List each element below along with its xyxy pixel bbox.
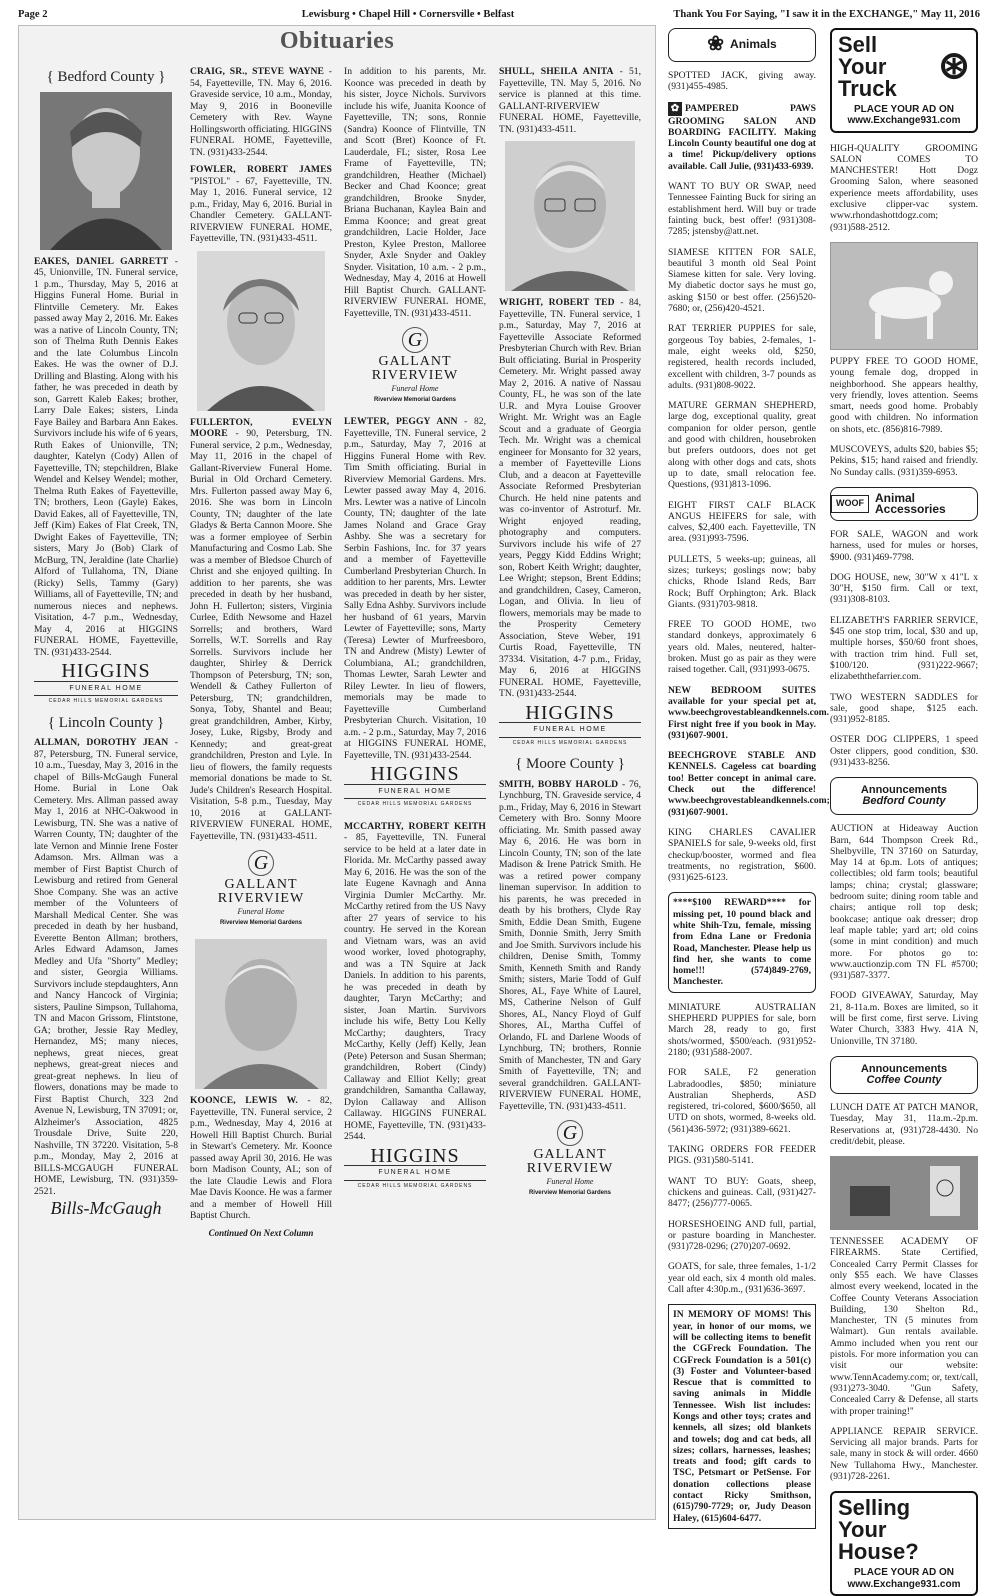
wright-photo	[505, 141, 635, 291]
classified-ad: MUSCOVEYS, adults $20, babies $5; Pekins, $15; hand raised and friendly. No Sunday calls. (931)359-6953.	[830, 444, 978, 478]
classified-ad: OSTER DOG CLIPPERS, 1 speed Oster clippers, good condition, $30. (931)433-8256.	[830, 734, 978, 768]
classified-ad: MINIATURE AUSTRALIAN SHEPHERD PUPPIES for sale, born March 28, ready to go, first shots/wormed, $500/each. (931)952-2180; (931)588-2007.	[668, 1001, 816, 1058]
classified-ad: FREE TO GOOD HOME, two standard donkeys, approximately 6 years old. Males, neutered, halter-broken. Must go as pair as they were raised together. Call, (931)993-0675.	[668, 619, 816, 676]
paw-icon: ❀	[707, 33, 725, 56]
ad-title-line: Truck	[838, 76, 897, 101]
page-number: Page 2	[18, 8, 48, 20]
obit-text: - 82, Fayetteville, TN. Funeral service, 2 p.m., Saturday, May 7, 2016 at Higgins Funeral Home with Rev. Tim Smith officiating. Burial in Riverview Memorial Gardens. Mrs. Lewter passed away May 4, 2016. Mrs. Lewter was a native of Lincoln County, TN; daughter of the late James Noland and Grace Gray Ashby. She was a secretary for Serbin Fashions, Inc. for 37 years and a member of Fayetteville Cumberland Presbyterian Church. In addition to her parents, Mrs. Lewter was preceded in death by her sister, Sally Edna Ashby. Survivors include her husband of 61 years, Marvin Lewter of Fayetteville; sons, Marty (Teresa) Lewter of Murfreesboro, TN and Andrew (Misty) Lewter of Columbiana, AL; grandchildren, Thomas Lewter, Sarah Lewter and Riley Lewter. In lieu of flowers, memorials may be made to Fayetteville Cumberland Presbyterian Church. Visitation, 10 a.m. - 2 p.m., Saturday, May 7, 2016 at HIGGINS FUNERAL HOME, Fayetteville, TN. (931)433-2544.	[344, 416, 486, 761]
animal-accessories-badge	[830, 487, 978, 521]
obit-name: FOWLER, ROBERT JAMES	[190, 164, 332, 175]
header-slogan: Thank You For Saying, "I saw it in the EXCHANGE," May 11, 2016	[673, 8, 980, 20]
ad-subline: PLACE YOUR AD ON	[853, 1567, 954, 1579]
continued-note: Continued On Next Column	[208, 1227, 314, 1238]
classified-ad: RAT TERRIER PUPPIES for sale, gorgeous Toy babies, 2-females, 1-male, eight weeks old, $250, registered, health records included, excellent with children, 3-7 pounds as adults. (931)808-9022.	[668, 323, 816, 391]
classified-ad: PULLETS, 5 weeks-up; guineas, all sizes; turkeys; goslings now; baby chicks, Rhode Island Reds, Barr Rock; Buff Orphington; Ark. Black Giants. (931)703-9818.	[668, 553, 816, 610]
obituary-wright	[499, 297, 641, 700]
paw-icon: ✿	[668, 102, 682, 116]
woof-bowl-icon: WOOF	[831, 495, 869, 512]
classified-ad: GOATS, for sale, three females, 1-1/2 year old each, six 4 month old males. Call after 4:30p.m., (931)636-3697.	[668, 1261, 816, 1296]
gallant-sub: Funeral Home	[237, 907, 285, 916]
classified-ad: NEW BEDROOM SUITES available for your special pet at, www.beechgrovestableandkennels.com. First night free if you book in May. (931)607-9001.	[668, 684, 830, 741]
koonce-photo	[195, 939, 327, 1089]
classified-ad: FOR SALE, F2 generation Labradoodles, $850; miniature Australian Shepherds, ASD registered, tri-colored, $600/$650, all UTD on shots, wormed, 8-weeks old. (561)436-5972; (931)389-6621.	[668, 1067, 816, 1135]
gallant-mark: G	[557, 1120, 583, 1146]
gallant-sub: Funeral Home	[391, 384, 439, 393]
obituaries-panel	[18, 25, 656, 1520]
ad-title-line: Your	[838, 1517, 887, 1543]
ad-title-line: Sell	[838, 32, 878, 57]
higgins-name: HIGGINS	[370, 1144, 460, 1167]
obituary-smith	[499, 779, 641, 1113]
ad-subline: PLACE YOUR AD ON	[853, 104, 954, 115]
obit-name: LEWTER, PEGGY ANN	[344, 416, 458, 427]
higgins-logo	[499, 701, 641, 750]
higgins-logo	[344, 763, 486, 811]
classified-ad: HIGH-QUALITY GROOMING SALON COMES TO MANCHESTER! Hott Dogz Grooming Salon, where seasoned experience meets affordability, uses exclusive clipper-vac system. www.rhondashottdogz.com; (931)588-2512.	[830, 142, 978, 233]
obit-name: SHULL, SHEILA ANITA	[499, 66, 614, 77]
higgins-sub: FUNERAL HOME	[499, 722, 641, 738]
ad-title-line: Selling	[838, 1495, 911, 1521]
obit-column-3	[344, 66, 486, 1202]
gallant-name: GALLANT RIVERVIEW	[217, 877, 305, 906]
classified-ad: ELIZABETH'S FARRIER SERVICE, $45 one stop trim, local, $30 and up, multiple horses, $50/60 front shoes, with traction trim hind. Full set, $100/120. (931)222-9667; elizabeththefarrier.com.	[830, 614, 978, 683]
gallant-logo	[190, 850, 332, 929]
classified-ad	[668, 102, 816, 172]
obit-text: - 45, Unionville, TN. Funeral service, 1 p.m., Thursday, May 5, 2016 at Higgins Funeral Home. Burial in Flintville Cemetery. Mr. Eakes passed away May 2, 2016. Mr. Eakes was a native of Lincoln County, TN; son of Thelma Ruth Dennis Eakes and the late Columbus Lincoln Eakes. He was the owner of D.J. Drilling and Blasting. Along with his father, he was preceded in death by son, Garrett Kaleb Eakes; brother, Larry Dale Eakes; sisters, Linda Faye Bailey and Barbara Ann Eakes. Survivors include his wife of 6 years, Ruth Eakes of Unionville, TN; daughter, Katelyn (Cody) Allen of Fayetteville, TN; stepchildren, Blake Wendel and Kelsey Wendel; mother, Thelma Ruth Eakes of Fayetteville, TN; brothers, Leon (Gayle) Eakes, David Eakes, all of Fayetteville, TN, Jeff (Kim) Eakes of Flat Creek, TN, Dwight Eakes of Fayetteville, TN; sisters, Mary Jo (Bob) Clark of McBurg, TN, Jeraldine (late Charlie) Alford of Tullahoma, TN, Diane (Ricky) Sells, Tammy (Gary) Williams, all of Fayetteville, TN; and numerous nieces and nephews. Visitation, 4-7 p.m., Wednesday, May 4, 2016 at HIGGINS FUNERAL HOME, Fayetteville, TN. (931)433-2544.	[34, 255, 178, 658]
higgins-sub2: CEDAR HILLS MEMORIAL GARDENS	[357, 1182, 473, 1189]
moore-county-heading: { Moore County }	[515, 756, 625, 772]
classifieds-column-2	[830, 28, 978, 1596]
obituary-shull	[499, 66, 641, 135]
higgins-sub: FUNERAL HOME	[34, 681, 178, 697]
ad-title-line: House?	[838, 1539, 919, 1565]
classified-ad: BEECHGROVE STABLE AND KENNELS. Cageless cat boarding too! Better concept in animal care. Check out the difference! www.beechgrovestableandkennels.com; (931)607-9001.	[668, 750, 830, 818]
gallant-sub2: Riverview Memorial Gardens	[528, 1189, 612, 1196]
higgins-logo	[34, 660, 178, 708]
obit-text: - 51, Fayetteville, TN. May 5, 2016. No service is planned at this time. GALLANT-RIVERVIEW FUNERAL HOME, Fayetteville, TN. (931)433-4511.	[499, 66, 641, 135]
coffee-announcements-badge	[830, 1056, 978, 1094]
bedford-announcements-badge	[830, 777, 978, 815]
obit-text: - 82, Fayetteville, TN. Funeral service, 2 p.m., Wednesday, May 4, 2016 at Howell Hill Baptist Church. Burial in Stewart's Cemetery. Mr. Koonce passed away April 30, 2016. He was born Madison County, AL; son of the late Claudie Lewis and Flora Mae Davis Koonce. He was a farmer and a member of Howell Hill Baptist Church.	[190, 1095, 332, 1221]
classified-ad: MATURE GERMAN SHEPHERD, large dog, exceptional quality, great companion for older person, gentle and good with children, housebroken but prefers outdoors, does not get along with other dogs and cats, shots up to date, small relocation fee. Questions, (931)813-1096.	[668, 400, 816, 491]
obituary-allman	[34, 737, 178, 1197]
higgins-logo	[344, 1144, 486, 1193]
higgins-sub: FUNERAL HOME	[344, 784, 486, 800]
town-line: Lewisburg • Chapel Hill • Cornersville • Belfast	[301, 8, 515, 20]
gallant-sub2: Riverview Memorial Gardens	[373, 396, 457, 403]
puppy-photo	[830, 242, 978, 350]
page-header	[18, 6, 980, 22]
obit-text: - 87, Petersburg, TN. Funeral service, 10 a.m., Tuesday, May 3, 2016 in the chapel of Bills-McGaugh Funeral Home. Burial in Lone Oak Cemetery. Mrs. Allman passed away May 1, 2016 at NHC-Oakwood in Lewisburg, TN. She was a native of Warren County, TN; daughter of the late Vernon and Minnie Irene Foster Adamson. Mrs. Allman was a member of First Baptist Church of Lewisburg and retired from General Shoe Company. She was an active member of the Volunteers of Marshall Medical Center. She was preceded in death by her husband, Everette Benton Allman; brothers, Arles Edward Adamson, James Medley and Ufa "Shorty" Medley; and sister, Georgia Williams. Survivors include stepdaughters, Ann and Nancy Hancock of Virginia; sisters, Pauline Simpson, Tullahoma, TN and Macon Grissom, Flintstone, GA; brother, Jessie Ray Medley, Hernandez, MS; many nieces, nephews, great nieces, great nephews, great-great nieces and great-great nephews. In lieu of flowers, donations may be made to First Baptist Church, 323 2nd Avenue N, Lewisburg, TN 37091; or, Alzheimer's Association, 4825 Trousdale Drive, Suite 220, Nashville, TN 37220. Visitation, 5-8 p.m., Monday, May 2, 2016 at BILLS-MCGAUGH FUNERAL HOME, Lewisburg, TN. (931)359-2521.	[34, 737, 178, 1197]
ad-title-line: Your	[838, 54, 887, 79]
obituary-eakes	[34, 256, 178, 659]
classified-ad: WANT TO BUY OR SWAP, need Tennessee Fainting Buck for siring an establishment herd. Will buy or trade fainting buck, best offer! (931)308-7285; jstensby@att.net.	[668, 181, 816, 238]
bills-mcgaugh-logo: Bills-McGaugh	[50, 1198, 162, 1218]
selling-your-house-ad	[830, 1491, 978, 1596]
gallant-name: GALLANT RIVERVIEW	[371, 354, 459, 383]
lincoln-county-heading: { Lincoln County }	[47, 714, 165, 731]
obituary-craig	[190, 66, 332, 158]
obituary-koonce-continued: In addition to his parents, Mr. Koonce was preceded in death by his sister, Joyce Nichols. Survivors include his wife, Juanita Koonce of Fayetteville, TN; sons, Ronnie (Sandra) Koonce of Flintville, TN and Scott (Bret) Koonce of Ft. Lauderdale, FL; sister, Rosa Lee Frame of Fayetteville, TN; grandchildren, Heather (Michael) Becker and Chad Koonce; great grandchildren, Brooke Snyder, Briana Buchanan, Kaylea Bain and Emma Koonce; and great great grandchildren, Lacie Holder, Jace Preston, Kylee Preston, Malloree Snyder, Axle Snyder and Oakley Snyder. Visitation, 10 a.m. - 2 p.m., Wednesday, May 4, 2016 at Howell Hill Baptist Church. GALLANT-RIVERVIEW FUNERAL HOME, Fayetteville, TN. (931)433-4511.	[344, 66, 486, 319]
ad-website: www.Exchange931.com	[847, 115, 961, 127]
fullerton-photo	[197, 251, 325, 411]
obit-name: WRIGHT, ROBERT TED	[499, 297, 615, 308]
announcements-county: Coffee County	[866, 1073, 942, 1086]
ad-text: PAMPERED PAWS GROOMING SALON AND BOARDING FACILITY. Making Lincoln County beautiful one dog at a time! Pickup/delivery options available. Call Julie, (931)433-6939.	[668, 102, 816, 172]
gallant-sub: Funeral Home	[546, 1177, 594, 1186]
higgins-name: HIGGINS	[525, 701, 615, 724]
steering-wheel-icon: ⊛	[938, 45, 970, 88]
classified-ad: FOOD GIVEAWAY, Saturday, May 21, 8-11a.m. Boxes are limited, so it will be first come, first serve. Living Water Church, 3383 Hwy. 41A N, Unionville, TN 37180.	[830, 990, 978, 1047]
obit-name: MCCARTHY, ROBERT KEITH	[344, 820, 486, 832]
obituary-koonce	[190, 1095, 332, 1222]
ad-website: www.Exchange931.com	[847, 1578, 961, 1590]
higgins-name: HIGGINS	[370, 763, 460, 785]
classified-ad: WANT TO BUY: Goats, sheep, chickens and guineas. Call, (931)427-8477; (256)777-0065.	[668, 1175, 816, 1210]
obit-name: CRAIG, SR., STEVE WAYNE	[190, 66, 325, 77]
obit-name: FULLERTON, EVELYN MOORE	[190, 416, 332, 439]
classified-ad: AUCTION at Hideaway Auction Barn, 644 Thompson Creek Rd., Shelbyville, TN 37160 on Saturday, May 14 at 6p.m. Lots of antiques; collectibles; old farm tools; beautiful lamps; china; crystal; glassware; bedroom suite; dining room table and chairs; antique roll top desk; bookcase; antique oak dresser; drop leaf maple table; yard art; old coins (some in mint condition) and much more. For photos go to: www.auctionzip.com TN FL #5700; (931)587-3377.	[830, 823, 978, 982]
gallant-sub2: Riverview Memorial Gardens	[219, 919, 303, 926]
classified-ad: TAKING ORDERS FOR FEEDER PIGS. (931)580-5141.	[668, 1144, 816, 1167]
obit-column-4	[499, 66, 641, 1209]
obit-text: "PISTOL" - 67, Fayetteville, TN. May 1, 2016. Funeral service, 12 p.m., Friday, May 6, 2016. Burial in Chandler Cemetery. GALLANT-RIVERVIEW FUNERAL HOME, Fayetteville, TN. (931)433-4511.	[190, 175, 332, 244]
gallant-mark: G	[402, 327, 428, 353]
classified-ad: EIGHT FIRST CALF BLACK ANGUS HEIFERS for sale, with calves, $2,400 each. Fayetteville, TN area. (931)993-7596.	[668, 499, 816, 545]
classified-ad: SPOTTED JACK, giving away. (931)455-4985.	[668, 70, 816, 93]
obituary-mccarthy	[344, 821, 486, 1143]
obit-column-2	[190, 66, 332, 1239]
animals-label: Animals	[730, 37, 777, 52]
obituary-fullerton	[190, 417, 332, 843]
higgins-sub: FUNERAL HOME	[344, 1165, 486, 1181]
classified-ad: FOR SALE, WAGON and work harness, used for mules or horses, $900. (931)469-7798.	[830, 528, 978, 563]
obit-text: - 76, Lynchburg, TN. Graveside service, 4 p.m., Friday, May 6, 2016 in Stewart Cemetery with Bro. Sonny Moore officiating. Mr. Smith passed away May 6, 2016. He was born in Lincoln County, TN; son of the late Madison & Irene Patrick Smith. He was a retired power company lineman supervisor. In addition to his parents, he was preceded in death by his brothers, Clyde Ray Smith, Eddie Dean Smith, Eugene Smith, Donnie Smith, Jerry Smith and Joe Smith. Survivors include his children, Denise Smith, Tommy Smith, Kenneth Smith and Randy Smith; sisters, Marie Todd of Gulf Shores, AL, Faye White of Laurel, MS, Catherine Nelson of Gulf Shores, AL, Nancy Floyd of Gulf Shores, AL, Martha Cuffel of Orlando, FL and Darlene Woods of Lynchburg, TN; brothers, Ronnie Smith of Manchester, TN and Gary Smith of Fayetteville, TN; and several grandchildren. GALLANT-RIVERVIEW FUNERAL HOME, Fayetteville, TN. (931)433-4511.	[499, 778, 641, 1112]
announcements-label: Announcements	[860, 783, 948, 796]
classifieds-column-1	[668, 28, 830, 1538]
classified-ad: SIAMESE KITTEN FOR SALE, beautiful 3 month old Seal Point Siamese kitten for sale. Very loving. My diabetic doctor says he must go, asking $150 or best offer. (256)520-7680; or, (256)420-4521.	[668, 246, 816, 315]
obit-text: - 54, Fayetteville, TN. May 6, 2016. Graveside service, 10 a.m., Monday, May 9, 2016 in Booneville Cemetery with Rev. Wayne Hollingsworth officiating. HIGGINS FUNERAL HOME, Fayetteville, TN. (931)433-2544.	[190, 66, 332, 158]
obit-name: ALLMAN, DOROTHY JEAN	[34, 737, 169, 748]
sell-your-truck-ad	[830, 28, 978, 133]
classified-ad: LUNCH DATE AT PATCH MANOR, Tuesday, May 31, 11a.m.-2p.m. Reservations at, (931)728-4430. No credit/debit, please.	[830, 1101, 978, 1147]
higgins-name: HIGGINS	[61, 660, 151, 682]
announcements-label: Announcements	[860, 1062, 948, 1075]
obituaries-title: Obituaries	[279, 28, 395, 54]
accessories-label: Animal Accessories	[875, 490, 946, 516]
obituary-fowler	[190, 164, 332, 245]
eakes-photo	[40, 92, 172, 250]
gallant-logo	[344, 327, 486, 406]
classified-ad: TENNESSEE ACADEMY OF FIREARMS. State Certified, Concealed Carry Permit Classes for only $55 each. We have Classes almost every weekend, located in the Coffee County Veterans Association Building, 130 Shelton Rd., Manchester, TN (5 minutes from Walmart). Gun rentals available. Ammo included when you rent our pistols. For more information you can visit our website: www.TennAcademy.com; or, text/call, (931)273-3040. "Gun Safety, Concealed Carry & Defense, all starts with proper training!"	[830, 1236, 978, 1417]
classified-ad: APPLIANCE REPAIR SERVICE. Servicing all major brands. Parts for sale, many in stock & will order. 4660 New Tullahoma Hwy., Manchester. (931)728-2261.	[830, 1425, 978, 1483]
gallant-name: GALLANT RIVERVIEW	[526, 1147, 614, 1176]
obit-name: SMITH, BOBBY HAROLD	[499, 778, 619, 790]
classified-ad: TWO WESTERN SADDLES for sale, good shape, $125 each. (931)952-8185.	[830, 691, 978, 726]
obituary-lewter	[344, 416, 486, 761]
obit-text: - 84, Fayetteville, TN. Funeral service, 1 p.m., Saturday, May 7, 2016 at Fayetteville Associate Reformed Presbyterian Church with Rev. Brian Bult officiating. Burial in Prosperity Cemetery. Mr. Wright passed away May 2, 2016. A native of Nassau County, FL, he was son of the late U.R. and Myra Louise Groover Wright. Mr. Wright was an Eagle Scout and a graduate of Georgia Tech. Mr. Wright was a chemical engineer for Monsanto for 32 years, a member of Fayetteville Lions Club, and a deacon at Fayetteville Associate Reformed Presbyterian Church. He held nine patents and was co-inventor of Astroturf. Mr. Wright enjoyed reading, photography and computers. Survivors include his wife of 27 years, Peggy Kidd Eddins Wright; son, Robert Keith Wright; daughter, Lee Wright; stepson, Brent Eddins; and grandchildren, Casey, Cameron, Logan, and Olivia. In lieu of flowers, memorials may be made to the Prosperity Cemetery Association, Steve Weber, 191 Curtis Road, Fayetteville, TN 37334. Visitation, 4-7 p.m., Friday, May 6, 2016 at HIGGINS FUNERAL HOME, Fayetteville, TN. (931)433-2544.	[499, 297, 641, 699]
classified-ad: KING CHARLES CAVALIER SPANIELS for sale, 9-weeks old, first checkup/booster, wormed and flea treatments, no registration, $600. (931)625-6123.	[668, 826, 816, 884]
obit-text: - 85, Fayetteville, TN. Funeral service to be held at a later date in Florida. Mr. McCarthy passed away May 6, 2016. He was the son of the late Eugene Kavnagh and Anna Virginia Dumler McCarthy. Mr. McCarthy retired from the US Navy after 27 years of service to his country. He served in the Korean and Vietnam wars, was an avid wood worker, loved photography, and was a TN Squire at Jack Daniels. In addition to his parents, he was preceded in death by daughter, Taryn McCarthy; and sister, Joan Martin. Survivors include his wife, Betty Lou Kelly McCarthy; daughters, Tracy McCarthy, Kelly (Jeff) Kelly, Jean (Pete) Peterson and Susan Sherman; grandchildren, Robert (Cindy) Callaway and Elliot Kelly; great grandchildren, Samantha Callaway, Dylon Callaway and Allison Callaway. HIGGINS FUNERAL HOME, Fayetteville, TN. (931)433-2544.	[344, 832, 486, 1142]
bedford-county-heading: { Bedford County }	[46, 69, 166, 85]
obit-text: - 90, Petersburg, TN. Funeral service, 2 p.m., Wednesday, May 11, 2016 in the chapel of Gallant-Riverview Funeral Home. Burial in Old Orchard Cemetery. Mrs. Fullerton passed away May 6, 2016. She was born in Lincoln County, TN; daughter of the late Gladys & Berta Cannon Moore. She was a former employee of Serbin Manufacturing and Cosmo Lab. She was a member of Bledsoe Church of Christ and she enjoyed quilting. In addition to her parents, she was preceded in death by her husband, John H. Fullerton; sisters, Virginia Curlee, Edith Newsome and Hazel Sorrells; and brothers, Ward Sorrells, W.T. Sorrells and Ray Sorrells. Survivors include her daughter, Shirley & Derrick Thompson of Petersburg, TN; son, Wendell & Cathey Fullerton of Petersburg, TN; grandchildren, Sonya, Toby, Shantel and Beau; great grandchildren, Amber, Kirby, Josey, Luke, Rigsby, Brody and Kennedy; and great-great grandchildren, Preston and Lyle. In lieu of flowers, the family requests memorial donations be made to St. Jude's Children's Research Hospital. Visitation, 5-8 p.m., Tuesday, May 10, 2016 at GALLANT-RIVERVIEW FUNERAL HOME, Fayetteville, TN. (931)433-4511.	[190, 428, 332, 842]
obit-name: KOONCE, LEWIS W.	[190, 1095, 298, 1106]
classified-ad: PUPPY FREE TO GOOD HOME, young female dog, dropped in neighborhood. She appears healthy, very friendly, loves attention. Seems smart, needs good home. Probably good with children. No information on shots, etc. (856)816-7989.	[830, 355, 978, 435]
obit-name: EAKES, DANIEL GARRETT	[34, 255, 169, 267]
gallant-mark: G	[248, 850, 274, 876]
classified-ad: DOG HOUSE, new, 30"W x 41"L x 30"H, $150 firm. Call or text, (931)308-8103.	[830, 571, 978, 606]
higgins-sub2: CEDAR HILLS MEMORIAL GARDENS	[48, 698, 164, 704]
gallant-logo	[499, 1120, 641, 1199]
higgins-sub2: CEDAR HILLS MEMORIAL GARDENS	[357, 801, 473, 807]
announcements-county: Bedford County	[862, 795, 946, 808]
firearms-photo	[830, 1156, 978, 1230]
animals-section-badge	[668, 28, 816, 62]
memory-of-moms-ad: IN MEMORY OF MOMS! This year, in honor of our moms, we will be collecting items to benefit the CGFreck Foundation. The CGFreck Foundation is a 501(c)(3) Foster and Volunteer-based Rescue that is committed to saving animals in Middle Tennessee. Wish list includes: Kongs and other toys; crates and kennels, all sizes; old blankets and towels; dog and cat beds, all sizes; collars, harnesses, leashes; treats and food; gift cards to TSC, Petsmart or PetSense. For donation collections please contact Ricky Smithson, (615)790-7729; or, Judy Deason Haley, (615)604-6477.	[668, 1304, 816, 1529]
higgins-sub2: CEDAR HILLS MEMORIAL GARDENS	[512, 739, 628, 746]
classified-ad: HORSESHOEING AND full, partial, or pasture boarding in Manchester. (931)728-0296; (270)207-0692.	[668, 1218, 816, 1253]
reward-ad: ****$100 REWARD**** for missing pet, 10 pound black and white Shih-Tzu, female, missing from Edna Lane or Fredonia Road, Manchester. Please help us find her, she wants to come home!!! (574)849-2769, Manchester.	[668, 892, 816, 992]
obit-column-1	[34, 66, 178, 1218]
